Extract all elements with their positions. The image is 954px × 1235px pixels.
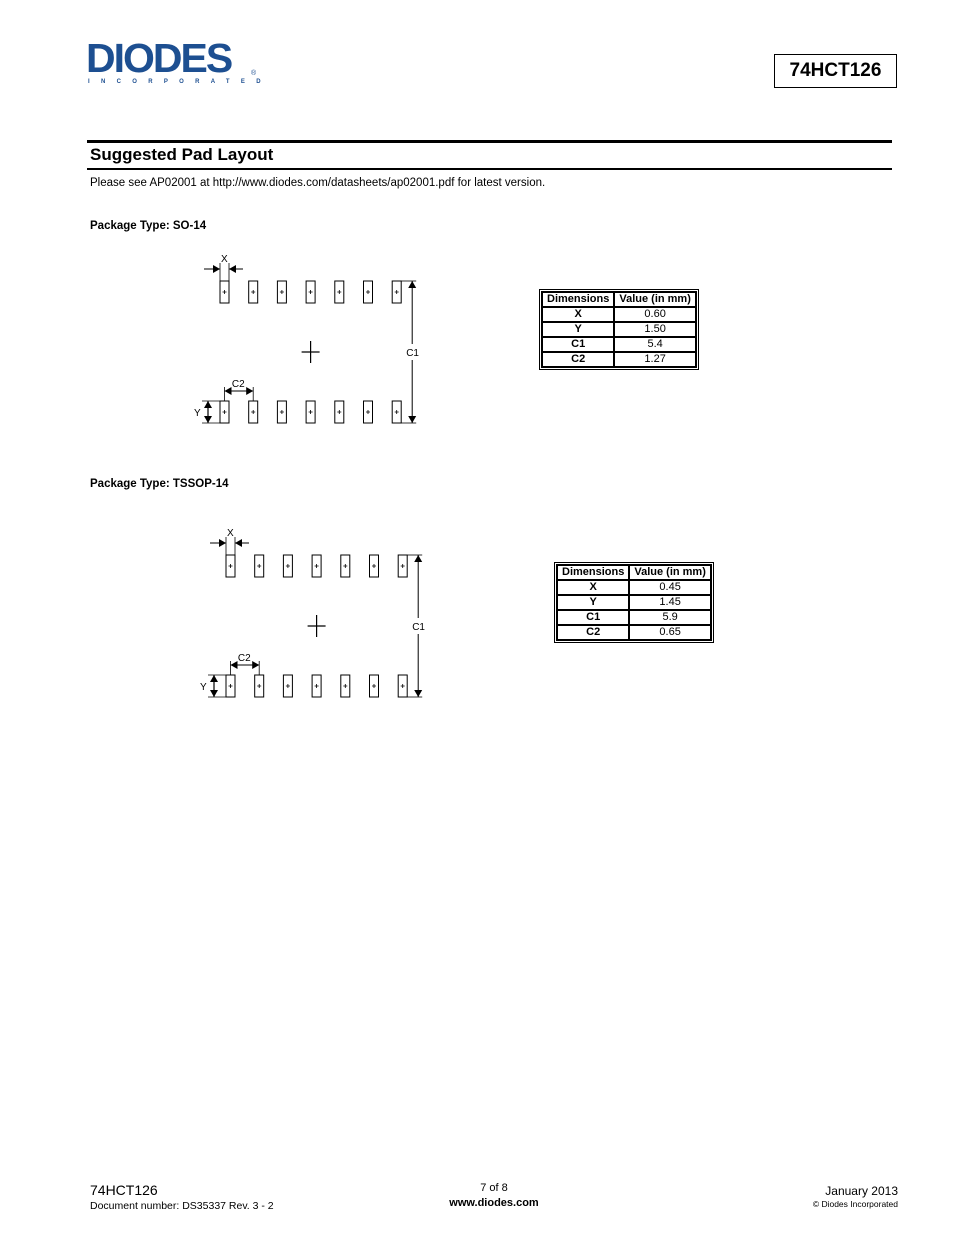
footer-part-number: 74HCT126: [90, 1182, 158, 1198]
y-label: Y: [200, 682, 207, 693]
y-arrow: [210, 675, 218, 682]
value-cell: 0.65: [629, 625, 711, 640]
value-cell: 5.9: [629, 610, 711, 625]
table-row: [542, 322, 696, 337]
dimensions-table-so14: [541, 291, 697, 368]
pad-layout-diagram-so14: [190, 250, 440, 430]
value-cell: 0.60: [614, 307, 696, 322]
c2-arrow: [231, 661, 238, 669]
y-arrow: [210, 690, 218, 697]
y-label: Y: [194, 408, 201, 419]
table-row: [557, 595, 711, 610]
footer-website[interactable]: www.diodes.com: [449, 1197, 539, 1209]
package-label-so14: Package Type: SO-14: [90, 220, 207, 232]
dim-cell: C1: [557, 610, 629, 625]
footer-copyright: © Diodes Incorporated: [812, 1199, 898, 1209]
x-arrow: [219, 539, 226, 547]
footer-date: January 2013: [825, 1184, 898, 1198]
footer-page-number: 7 of 8: [480, 1182, 508, 1194]
table-row: [557, 580, 711, 595]
logo: DIODES: [86, 35, 232, 81]
table-header: Dimensions: [557, 565, 629, 580]
dim-cell: X: [542, 307, 614, 322]
table-row: [542, 307, 696, 322]
x-label: X: [221, 254, 228, 265]
dim-cell: C1: [542, 337, 614, 352]
section-rule-bottom: [87, 168, 892, 170]
c1-arrow: [414, 555, 422, 562]
part-number-box: 74HCT126: [774, 54, 897, 88]
x-arrow: [235, 539, 242, 547]
c2-label: C2: [231, 379, 245, 390]
intro-text: Please see AP02001 at http://www.diodes.com/datasheets/ap02001.pdf for latest version.: [90, 177, 546, 189]
c1-label: C1: [412, 622, 425, 633]
c1-arrow: [414, 690, 422, 697]
dim-cell: C2: [557, 625, 629, 640]
section-rule-top: [87, 140, 892, 143]
logo-registered-mark: ®: [251, 70, 257, 77]
value-cell: 1.45: [629, 595, 711, 610]
dim-cell: C2: [542, 352, 614, 367]
c1-arrow: [408, 416, 416, 423]
table-row: [557, 625, 711, 640]
dimensions-table-tssop14: [556, 564, 712, 641]
package-center-cross: [308, 615, 326, 637]
table-header: Dimensions: [542, 292, 614, 307]
dim-cell: X: [557, 580, 629, 595]
table-row: [557, 610, 711, 625]
dim-cell: Y: [542, 322, 614, 337]
y-arrow: [204, 401, 212, 408]
table-row: [542, 352, 696, 367]
c1-arrow: [408, 281, 416, 288]
c2-arrow: [246, 387, 253, 395]
package-label-tssop14: Package Type: TSSOP-14: [90, 478, 229, 490]
pad-layout-diagram-tssop14: [196, 524, 446, 704]
c2-arrow: [225, 387, 232, 395]
value-cell: 1.50: [614, 322, 696, 337]
footer-doc-number: Document number: DS35337 Rev. 3 - 2: [90, 1200, 274, 1212]
dim-cell: Y: [557, 595, 629, 610]
table-header: Value (in mm): [629, 565, 711, 580]
c2-arrow: [252, 661, 259, 669]
value-cell: 0.45: [629, 580, 711, 595]
value-cell: 1.27: [614, 352, 696, 367]
value-cell: 5.4: [614, 337, 696, 352]
logo-subtext: INCORPORATED: [88, 79, 272, 85]
x-label: X: [227, 528, 234, 539]
x-arrow: [213, 265, 220, 273]
table-header: Value (in mm): [614, 292, 696, 307]
table-row: [542, 337, 696, 352]
section-title: Suggested Pad Layout: [90, 145, 274, 164]
c2-label: C2: [237, 653, 251, 664]
c1-label: C1: [406, 348, 419, 359]
package-center-cross: [302, 341, 320, 363]
y-arrow: [204, 416, 212, 423]
x-arrow: [229, 265, 236, 273]
